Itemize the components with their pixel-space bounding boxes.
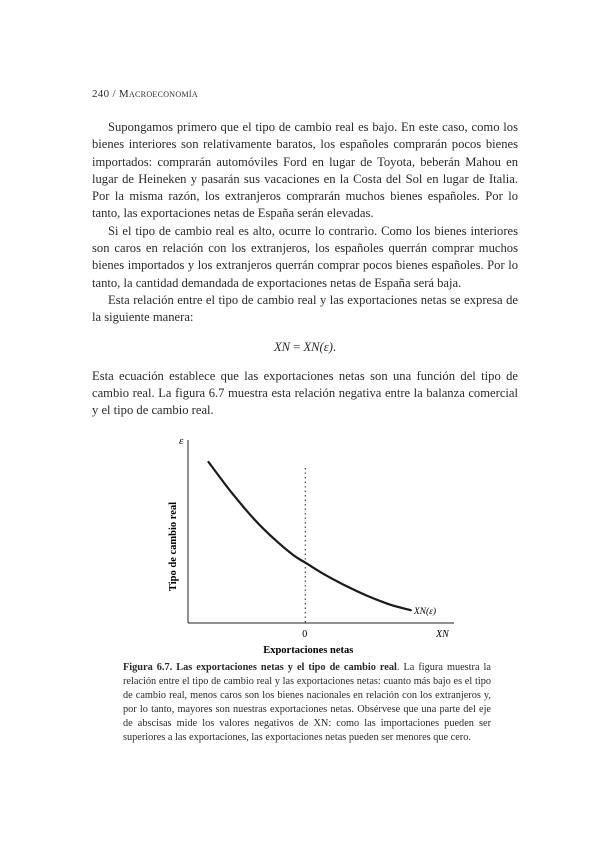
running-header	[92, 88, 198, 100]
y-axis-label: Tipo de cambio real	[168, 501, 179, 592]
zero-tick-label: 0	[302, 629, 308, 640]
equation-period: .	[332, 339, 337, 354]
equation	[92, 339, 518, 356]
x-axis-label: Exportaciones netas	[263, 645, 354, 655]
header-separator: /	[112, 88, 116, 100]
figure-caption	[123, 661, 491, 746]
caption-text: . La figura muestra la relación entre el tipo de cambio real y las exportaciones netas: cuanto más bajo es el tipo de cambio real, menos caros son los bienes nacionales en relación con los extranjeros y, por lo tanto, mayores son nuestras exportaciones netas. Obsérvese que una parte del eje de abscisas mide los valores negativos de XN: como las importaciones pueden ser superiores a las exportaciones, las exportaciones netas pueden ser menores que cero.	[123, 662, 491, 744]
net-exports-curve	[209, 462, 411, 610]
paragraph-3: Esta relación entre el tipo de cambio real y las exportaciones netas se expresa de la siguiente manera:	[92, 292, 518, 325]
y-axis-symbol: ε	[179, 435, 184, 447]
equation-rhs: XN(ε)	[303, 339, 333, 354]
net-exports-chart	[160, 430, 460, 655]
equation-equals: =	[293, 339, 301, 354]
caption-title: Las exportaciones netas y el tipo de cambio real	[176, 662, 397, 673]
body-text	[92, 119, 518, 420]
curve-label: XN(ε)	[413, 607, 437, 618]
equation-lhs: XN	[273, 339, 291, 354]
paragraph-1: Supongamos primero que el tipo de cambio real es bajo. En este caso, como los bienes interiores son relativamente baratos, los españoles comprarán pocos bienes importados: comprarán automóviles Ford en lugar de Toyota, beberán Mahou en lugar de Heineken y pasarán sus vacaciones en la Costa del Sol en lugar de Italia. Por la misma razón, los extranjeros comprarán muchos bienes españoles. Por lo tanto, las exportaciones netas de España serán elevadas.	[92, 120, 518, 221]
figure-6-7	[160, 430, 460, 655]
caption-label: Figura 6.7.	[123, 662, 173, 673]
page-number: 240	[92, 88, 110, 100]
paragraph-4: Esta ecuación establece que las exportaciones netas son una función del tipo de cambio real. La figura 6.7 muestra esta relación negativa entre la balanza comercial y el tipo de cambio real.	[92, 368, 518, 418]
book-title: Macroeconomía	[118, 88, 198, 100]
paragraph-2: Si el tipo de cambio real es alto, ocurre lo contrario. Como los bienes interiores son caros en relación con los extranjeros, los españoles querrán comprar muchos bienes importados y los extranjeros querrán comprar pocos bienes españoles. Por lo tanto, la cantidad demandada de exportaciones netas de España será baja.	[92, 223, 518, 290]
x-axis-symbol: XN	[436, 629, 449, 640]
